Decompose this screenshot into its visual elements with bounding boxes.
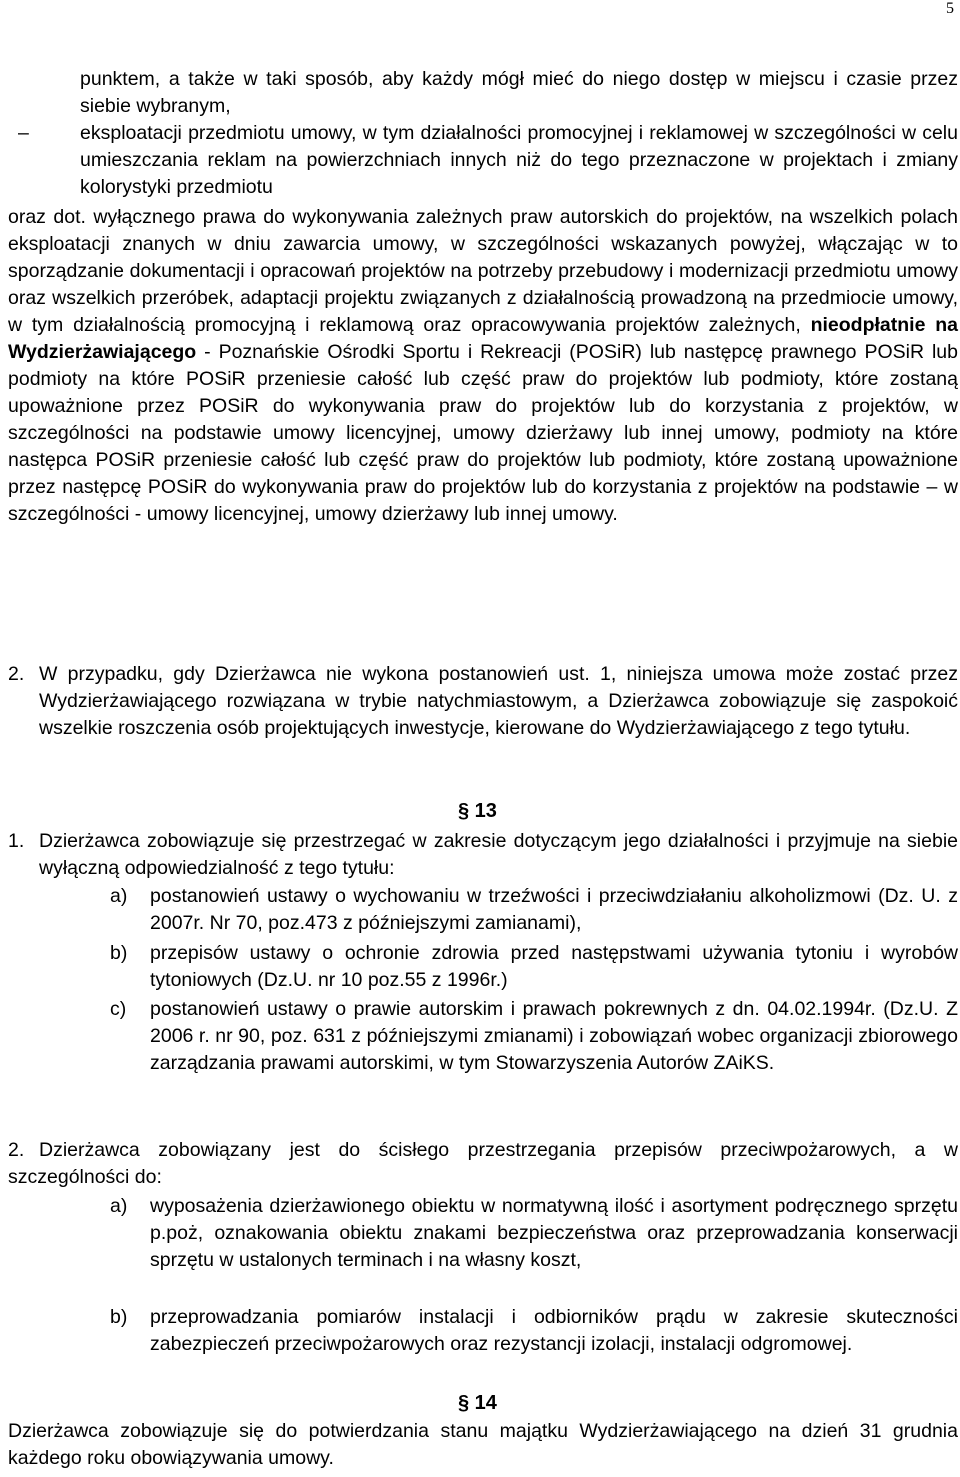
item-text: wyposażenia dzierżawionego obiektu w normatywną ilość i asortyment podręcznego sprzętu p.poż, oznakowania obiektu znakami bezpieczeństwa oraz przeprowadzania konserwacji sprzętu w ustalonych terminach i na własny koszt, [150,1195,958,1271]
main-paragraph [8,204,958,528]
dash-item-text: eksploatacji przedmiotu umowy, w tym działalności promocyjnej i reklamowej w szczególności w celu umieszczania reklam na powierzchniach innych niż do tego przeznaczone w projektach i zmiany kolorystyki przedmiotu [80,122,958,198]
section-13-point-1 [8,828,958,882]
item-letter: b) [110,1306,128,1328]
section-13-point-2 [8,1137,958,1191]
section-13-point-1-number: 1. [8,830,25,852]
section-13-heading: § 13 [458,800,497,822]
point-2-text: W przypadku, gdy Dzierżawca nie wykona postanowień ust. 1, niniejsza umowa może zostać przez Wydzierżawiającego rozwiązana w trybie natychmiastowym, a Dzierżawca zobowiązuje się zaspokoić wszelkie roszczenia osób projektujących inwestycje, kierowane do Wydzierżawiającego z tego tytułu. [39,663,958,739]
section-14-paragraph: Dzierżawca zobowiązuje się do potwierdzania stanu majątku Wydzierżawiającego na dzień 31 grudnia każdego roku obowiązywania umowy. [8,1420,958,1469]
item-letter: a) [110,885,128,907]
section-13-point-2-item-a [110,1193,958,1274]
section-13-item-b [110,940,958,994]
section-13-point-2-number: 2. [8,1139,25,1161]
item-text: postanowień ustawy o prawie autorskim i prawach pokrewnych z dn. 04.02.1994r. (Dz.U. Z 2006 r. nr 90, poz. 631 z późniejszymi zmianami) i zobowiązań wobec organizacji zbiorowego zarządzania prawami autorskimi, w tym Stowarzyszenia Autorów ZAiKS. [150,998,958,1074]
section-13-point-1-text: Dzierżawca zobowiązuje się przestrzegać w zakresie dotyczącym jego działalności i przyjmuje na siebie wyłączną odpowiedzialność z tego tytułu: [39,830,958,879]
page-number: 5 [946,0,954,17]
section-13-item-c [110,996,958,1077]
main-paragraph-bold: nieodpłatnie na Wydzierżawiającego [8,314,958,363]
point-2-number: 2. [8,663,25,685]
item-text: przepisów ustawy o ochronie zdrowia przed następstwami używania tytoniu i wyrobów tytoniowych (Dz.U. nr 10 poz.55 z 1996r.) [150,942,958,991]
item-text: przeprowadzania pomiarów instalacji i odbiorników prądu w zakresie skuteczności zabezpieczeń przeciwpożarowych oraz rezystancji izolacji, instalacji odgromowej. [150,1306,958,1355]
main-paragraph-part2: - Poznańskie Ośrodki Sportu i Rekreacji (POSiR) lub następcę prawnego POSiR lub podmioty na które POSiR przeniesie całość lub część praw do projektów lub podmioty, które zostaną upoważnione przez POSiR do wykonywania praw do projektów lub do korzystania z projektów, w szczególności na podstawie umowy licencyjnej, umowy dzierżawy lub innej umowy, podmioty na które następca POSiR przeniesie całość lub część praw do projektów lub podmioty, które zostaną upoważnione przez następcę POSiR do wykonywania praw do projektów lub do korzystania z projektów na podstawie – w szczególności - umowy licencyjnej, umowy dzierżawy lub innej umowy. [8,341,958,525]
point-2-paragraph [8,661,958,742]
item-letter: b) [110,942,128,964]
item-letter: c) [110,998,127,1020]
section-13-item-a [110,883,958,937]
dash-list-item [18,120,958,201]
continuation-paragraph: punktem, a także w taki sposób, aby każdy mógł mieć do niego dostęp w miejscu i czasie przez siebie wybranym, [80,68,958,117]
section-14-heading: § 14 [458,1392,497,1414]
main-paragraph-part1: oraz dot. wyłącznego prawa do wykonywania zależnych praw autorskich do projektów, na wszelkich polach eksploatacji znanych w dniu zawarcia umowy, w szczególności wskazanych powyżej, włączając w to sporządzanie dokumentacji i opracowań projektów na potrzeby przebudowy i modernizacji przedmiotu umowy oraz wszelkich przeróbek, adaptacji projektu związanych z działalnością prowadzoną na przedmiocie umowy, w tym działalnością promocyjną i reklamową oraz opracowywania projektów zależnych, [8,206,958,336]
item-text: postanowień ustawy o wychowaniu w trzeźwości i przeciwdziałaniu alkoholizmowi (Dz. U. z 2007r. Nr 70, poz.473 z późniejszymi zamianami), [150,885,958,934]
dash-bullet: – [18,122,29,144]
section-13-point-2-item-b [110,1304,958,1358]
section-13-point-2-text: Dzierżawca zobowiązany jest do ścisłego przestrzegania przepisów przeciwpożarowych, a w szczególności do: [8,1139,958,1188]
item-letter: a) [110,1195,128,1217]
